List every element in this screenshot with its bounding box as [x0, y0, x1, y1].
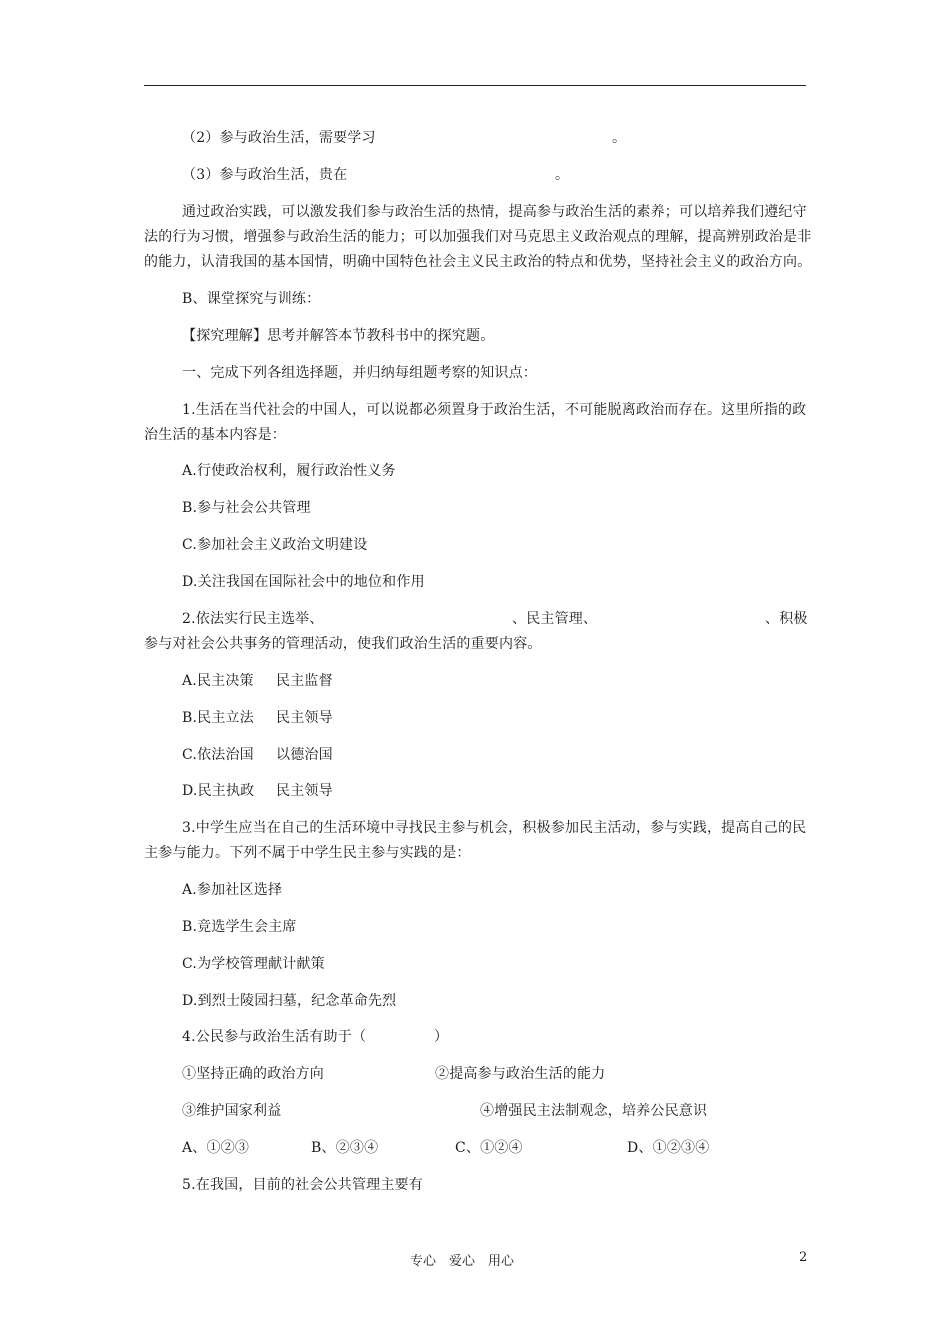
- text-line: 【探究理解】思考并解答本节教科书中的探究题。: [182, 328, 495, 344]
- option-c: C.参加社会主义政治文明建设: [182, 537, 368, 553]
- option-a: A.行使政治权利，履行政治性义务: [182, 463, 396, 479]
- question-text: ）: [434, 1029, 449, 1045]
- text-line: 。: [555, 167, 570, 183]
- question-text: 4.公民参与政治生活有助于（: [182, 1029, 367, 1045]
- option-b: B.民主立法: [182, 710, 254, 726]
- header-rule: [144, 85, 806, 86]
- option-b: 民主领导: [276, 710, 333, 726]
- option-b: B.参与社会公共管理: [182, 500, 311, 516]
- question-text: 5.在我国，目前的社会公共管理主要有: [182, 1177, 423, 1193]
- statement-1: ①坚持正确的政治方向: [182, 1066, 324, 1082]
- option-c: C、①②④: [455, 1140, 523, 1156]
- question-text: 、民主管理、: [512, 611, 598, 627]
- option-d: D、①②③④: [627, 1140, 710, 1156]
- option-c: C.依法治国: [182, 747, 254, 763]
- question-text: 参与对社会公共事务的管理活动，使我们政治生活的重要内容。: [144, 636, 542, 652]
- option-a: 民主监督: [276, 673, 333, 689]
- page-number: 2: [799, 1250, 808, 1265]
- question-text: 3.中学生应当在自己的生活环境中寻找民主参与机会，积极参加民主活动，参与实践，提高自己的民: [182, 820, 807, 836]
- option-b: B.竞选学生会主席: [182, 919, 297, 935]
- text-line: （2）参与政治生活，需要学习: [182, 130, 376, 146]
- paragraph-line: 的能力，认清我国的基本国情，明确中国特色社会主义民主政治的特点和优势，坚持社会主义的政治方向。: [144, 254, 812, 270]
- statement-3: ③维护国家利益: [182, 1103, 282, 1119]
- option-d: D.到烈士陵园扫墓，纪念革命先烈: [182, 993, 397, 1009]
- question-text: 主参与能力。下列不属于中学生民主参与实践的是：: [144, 845, 471, 861]
- option-d: 民主领导: [276, 783, 333, 799]
- question-text: 1.生活在当代社会的中国人，可以说都必须置身于政治生活，不可能脱离政治而存在。这里所指的政: [182, 402, 807, 418]
- option-c: C.为学校管理献计献策: [182, 956, 325, 972]
- paragraph-line: 法的行为习惯，增强参与政治生活的能力；可以加强我们对马克思主义政治观点的理解，提高辨别政治是非: [144, 229, 812, 245]
- question-text: 治生活的基本内容是：: [144, 427, 286, 443]
- option-a: A、①②③: [182, 1140, 250, 1156]
- text-line: （3）参与政治生活，贵在: [182, 167, 348, 183]
- question-text: 、积极: [765, 611, 808, 627]
- option-a: A.参加社区选择: [182, 882, 283, 898]
- option-b: B、②③④: [311, 1140, 379, 1156]
- paragraph-line: 通过政治实践，可以激发我们参与政治生活的热情，提高参与政治生活的素养；可以培养我们遵纪守: [182, 204, 807, 220]
- statement-4: ④增强民主法制观念，培养公民意识: [480, 1103, 708, 1119]
- question-text: 2.依法实行民主选举、: [182, 611, 324, 627]
- section-heading: 一、完成下列各组选择题，并归纳每组题考察的知识点：: [182, 365, 537, 381]
- option-d: D.民主执政: [182, 783, 255, 799]
- statement-2: ②提高参与政治生活的能力: [435, 1066, 606, 1082]
- option-c: 以德治国: [276, 747, 333, 763]
- option-d: D.关注我国在国际社会中的地位和作用: [182, 574, 425, 590]
- section-heading: B、课堂探究与训练：: [182, 291, 321, 307]
- option-a: A.民主决策: [182, 673, 254, 689]
- footer-motto: 专心 爱心 用心: [410, 1254, 515, 1269]
- text-line: 。: [612, 130, 627, 146]
